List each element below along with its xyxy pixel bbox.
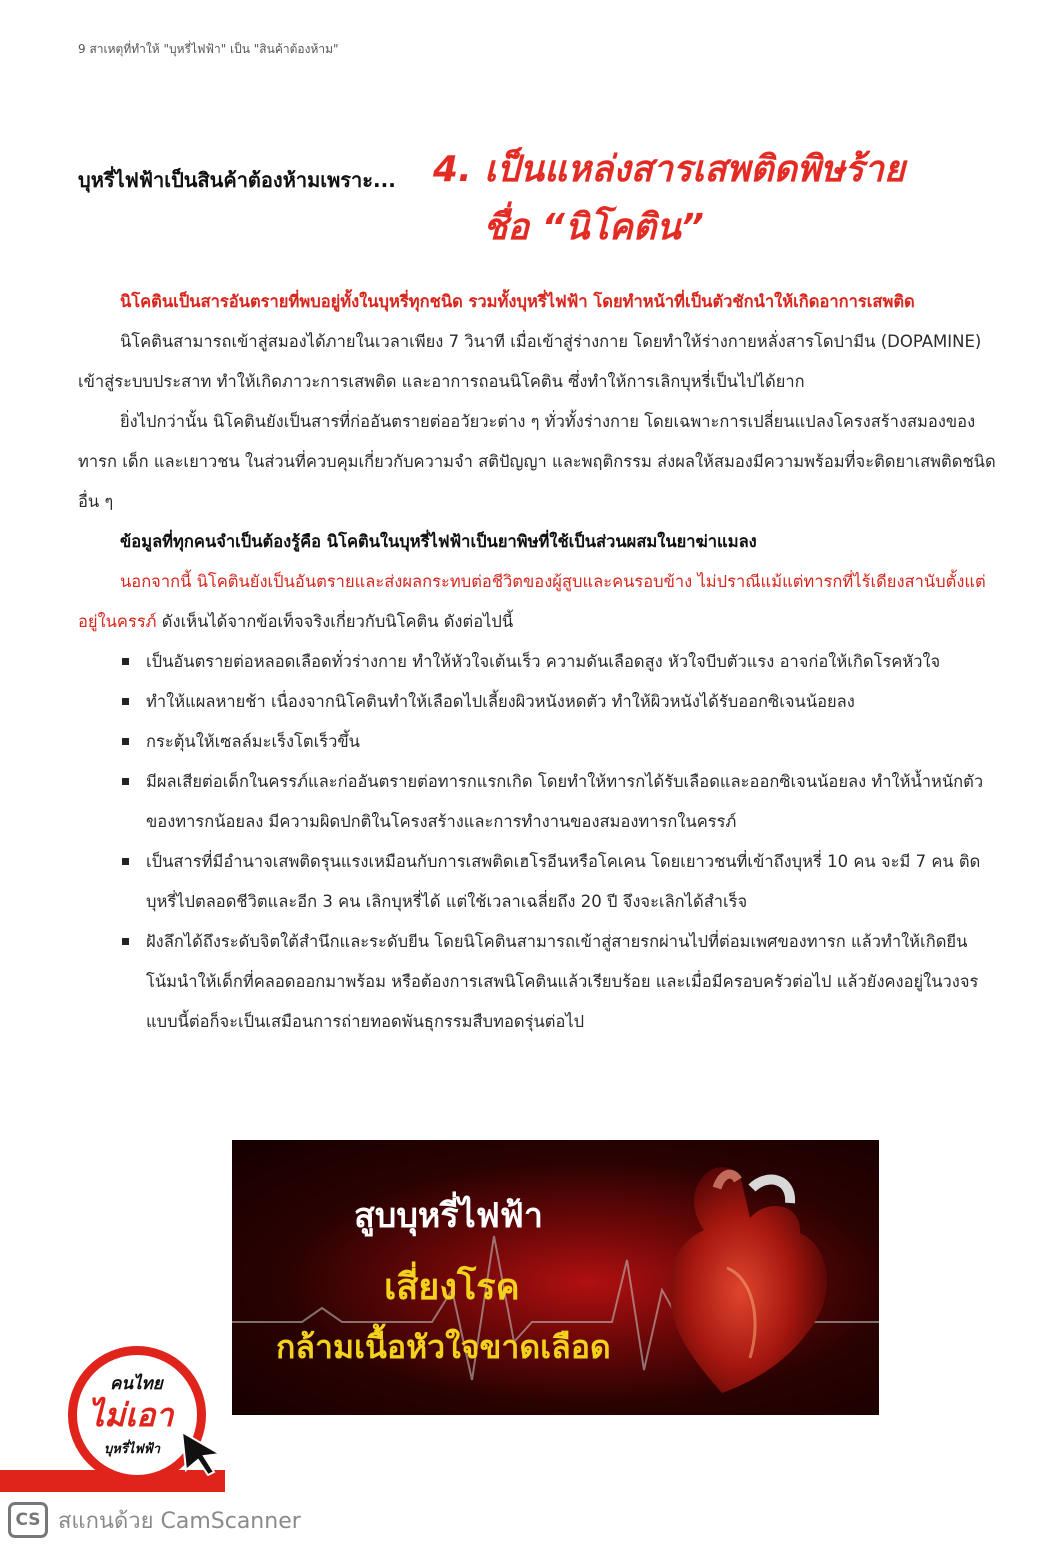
heading-title-line2: ชื่อ “นิโคติน” bbox=[483, 207, 704, 248]
running-head: 9 สาเหตุที่ทำให้ "บุหรี่ไฟฟ้า" เป็น "สินค้าต้องห้าม" bbox=[78, 42, 339, 56]
cursor-arrow-icon bbox=[180, 1430, 224, 1476]
bystanders-red-text: นอกจากนี้ นิโคตินยังเป็นอันตรายและส่งผลกระทบต่อชีวิตของผู้สูบและคนรอบข้าง ไม่ปราณีแม้แต่ทารกที่ไร้เดียงสานับตั้งแต่อยู่ในครรภ์ bbox=[78, 572, 986, 631]
heart-disease-banner bbox=[232, 1140, 879, 1415]
banner-line1: สูบบุหรี่ไฟฟ้า bbox=[354, 1196, 543, 1236]
bystanders-rest-text: ดังเห็นได้จากข้อเท็จจริงเกี่ยวกับนิโคติน ดังต่อไปนี้ bbox=[156, 612, 514, 631]
article-body bbox=[78, 282, 996, 1042]
key-fact: ข้อมูลที่ทุกคนจำเป็นต้องรู้คือ นิโคตินในบุหรี่ไฟฟ้าเป็นยาพิษที่ใช้เป็นส่วนผสมในยาฆ่าแมลง bbox=[120, 532, 757, 551]
camscanner-watermark bbox=[8, 1500, 301, 1540]
fact-item: มีผลเสียต่อเด็กในครรภ์และก่ออันตรายต่อทารกแรกเกิด โดยทำให้ทารกได้รับเลือดและออกซิเจนน้อยลง ทำให้น้ำหนักตัวของทารกน้อยลง มีความผิดปกติในโครงสร้างและการทำงานของสมองทารกในครรภ์ bbox=[146, 762, 996, 842]
fact-item: เป็นสารที่มีอำนาจเสพติดรุนแรงเหมือนกับการเสพติดเฮโรอีนหรือโคเคน โดยเยาวชนที่เข้าถึงบุหรี่ 10 คน จะมี 7 คน ติดบุหรี่ไปตลอดชีวิตและอีก 3 คน เลิกบุหรี่ได้ แต่ใช้เวลาเฉลี่ยถึง 20 ปี จึงจะเลิกได้สำเร็จ bbox=[146, 842, 996, 922]
heading-lead: บุหรี่ไฟฟ้าเป็นสินค้าต้องห้ามเพราะ... bbox=[78, 168, 396, 192]
fact-item: กระตุ้นให้เซลล์มะเร็งโตเร็วขึ้น bbox=[146, 722, 996, 762]
logo-line3: บุหรี่ไฟฟ้า bbox=[104, 1442, 161, 1457]
intro-paragraph: นิโคตินเป็นสารอันตรายที่พบอยู่ทั้งในบุหรี่ทุกชนิด รวมทั้งบุหรี่ไฟฟ้า โดยทำหน้าที่เป็นตัวชักนำให้เกิดอาการเสพติด bbox=[120, 292, 915, 311]
facts-list bbox=[78, 642, 996, 1042]
heading-title-line1: 4. เป็นแหล่งสารเสพติดพิษร้าย bbox=[433, 149, 905, 190]
heart-icon bbox=[632, 1158, 852, 1398]
logo-line2: ไม่เอา bbox=[88, 1396, 174, 1434]
paragraph-dopamine: นิโคตินสามารถเข้าสู่สมองได้ภายในเวลาเพียง 7 วินาที เมื่อเข้าสู่ร่างกาย โดยทำให้ร่างกายหลั่งสารโดปามีน (DOPAMINE) เข้าสู่ระบบประสาท ทำให้เกิดภาวะการเสพติด และอาการถอนนิโคติน ซึ่งทำให้การเลิกบุหรี่เป็นไปได้ยาก bbox=[78, 332, 982, 391]
fact-item: ทำให้แผลหายช้า เนื่องจากนิโคตินทำให้เลือดไปเลี้ยงผิวหนังหดตัว ทำให้ผิวหนังได้รับออกซิเจนน้อยลง bbox=[146, 682, 996, 722]
banner-line3: กล้ามเนื้อหัวใจขาดเลือด bbox=[276, 1328, 611, 1366]
paragraph-bystanders bbox=[78, 562, 996, 642]
camscanner-logo-icon: CS bbox=[8, 1502, 48, 1538]
fact-item: ฝังลึกได้ถึงระดับจิตใต้สำนึกและระดับยีน โดยนิโคตินสามารถเข้าสู่สายรกผ่านไปที่ต่อมเพศของทารก แล้วทำให้เกิดยีนโน้มนำให้เด็กที่คลอดออกมาพร้อม หรือต้องการเสพนิโคตินแล้วเรียบร้อย และเมื่อมีครอบครัวต่อไป แล้วยังคงอยู่ในวงจรแบบนี้ต่อก็จะเป็นเสมือนการถ่ายทอดพันธุกรรมสืบทอดรุ่นต่อไป bbox=[146, 922, 996, 1042]
banner-line2: เสี่ยงโรค bbox=[384, 1267, 520, 1308]
logo-line1: คนไทย bbox=[110, 1374, 163, 1394]
paragraph-organs: ยิ่งไปกว่านั้น นิโคตินยังเป็นสารที่ก่ออันตรายต่ออวัยวะต่าง ๆ ทั่วทั้งร่างกาย โดยเฉพาะการเปลี่ยนแปลงโครงสร้างสมองของทารก เด็ก และเยาวชน ในส่วนที่ควบคุมเกี่ยวกับความจำ สติปัญญา และพฤติกรรม ส่งผลให้สมองมีความพร้อมที่จะติดยาเสพติดชนิดอื่น ๆ bbox=[78, 412, 996, 511]
fact-item: เป็นอันตรายต่อหลอดเลือดทั่วร่างกาย ทำให้หัวใจเต้นเร็ว ความดันเลือดสูง หัวใจบีบตัวแรง อาจก่อให้เกิดโรคหัวใจ bbox=[146, 642, 996, 682]
camscanner-text: สแกนด้วย CamScanner bbox=[58, 1508, 301, 1534]
campaign-logo bbox=[62, 1346, 232, 1491]
